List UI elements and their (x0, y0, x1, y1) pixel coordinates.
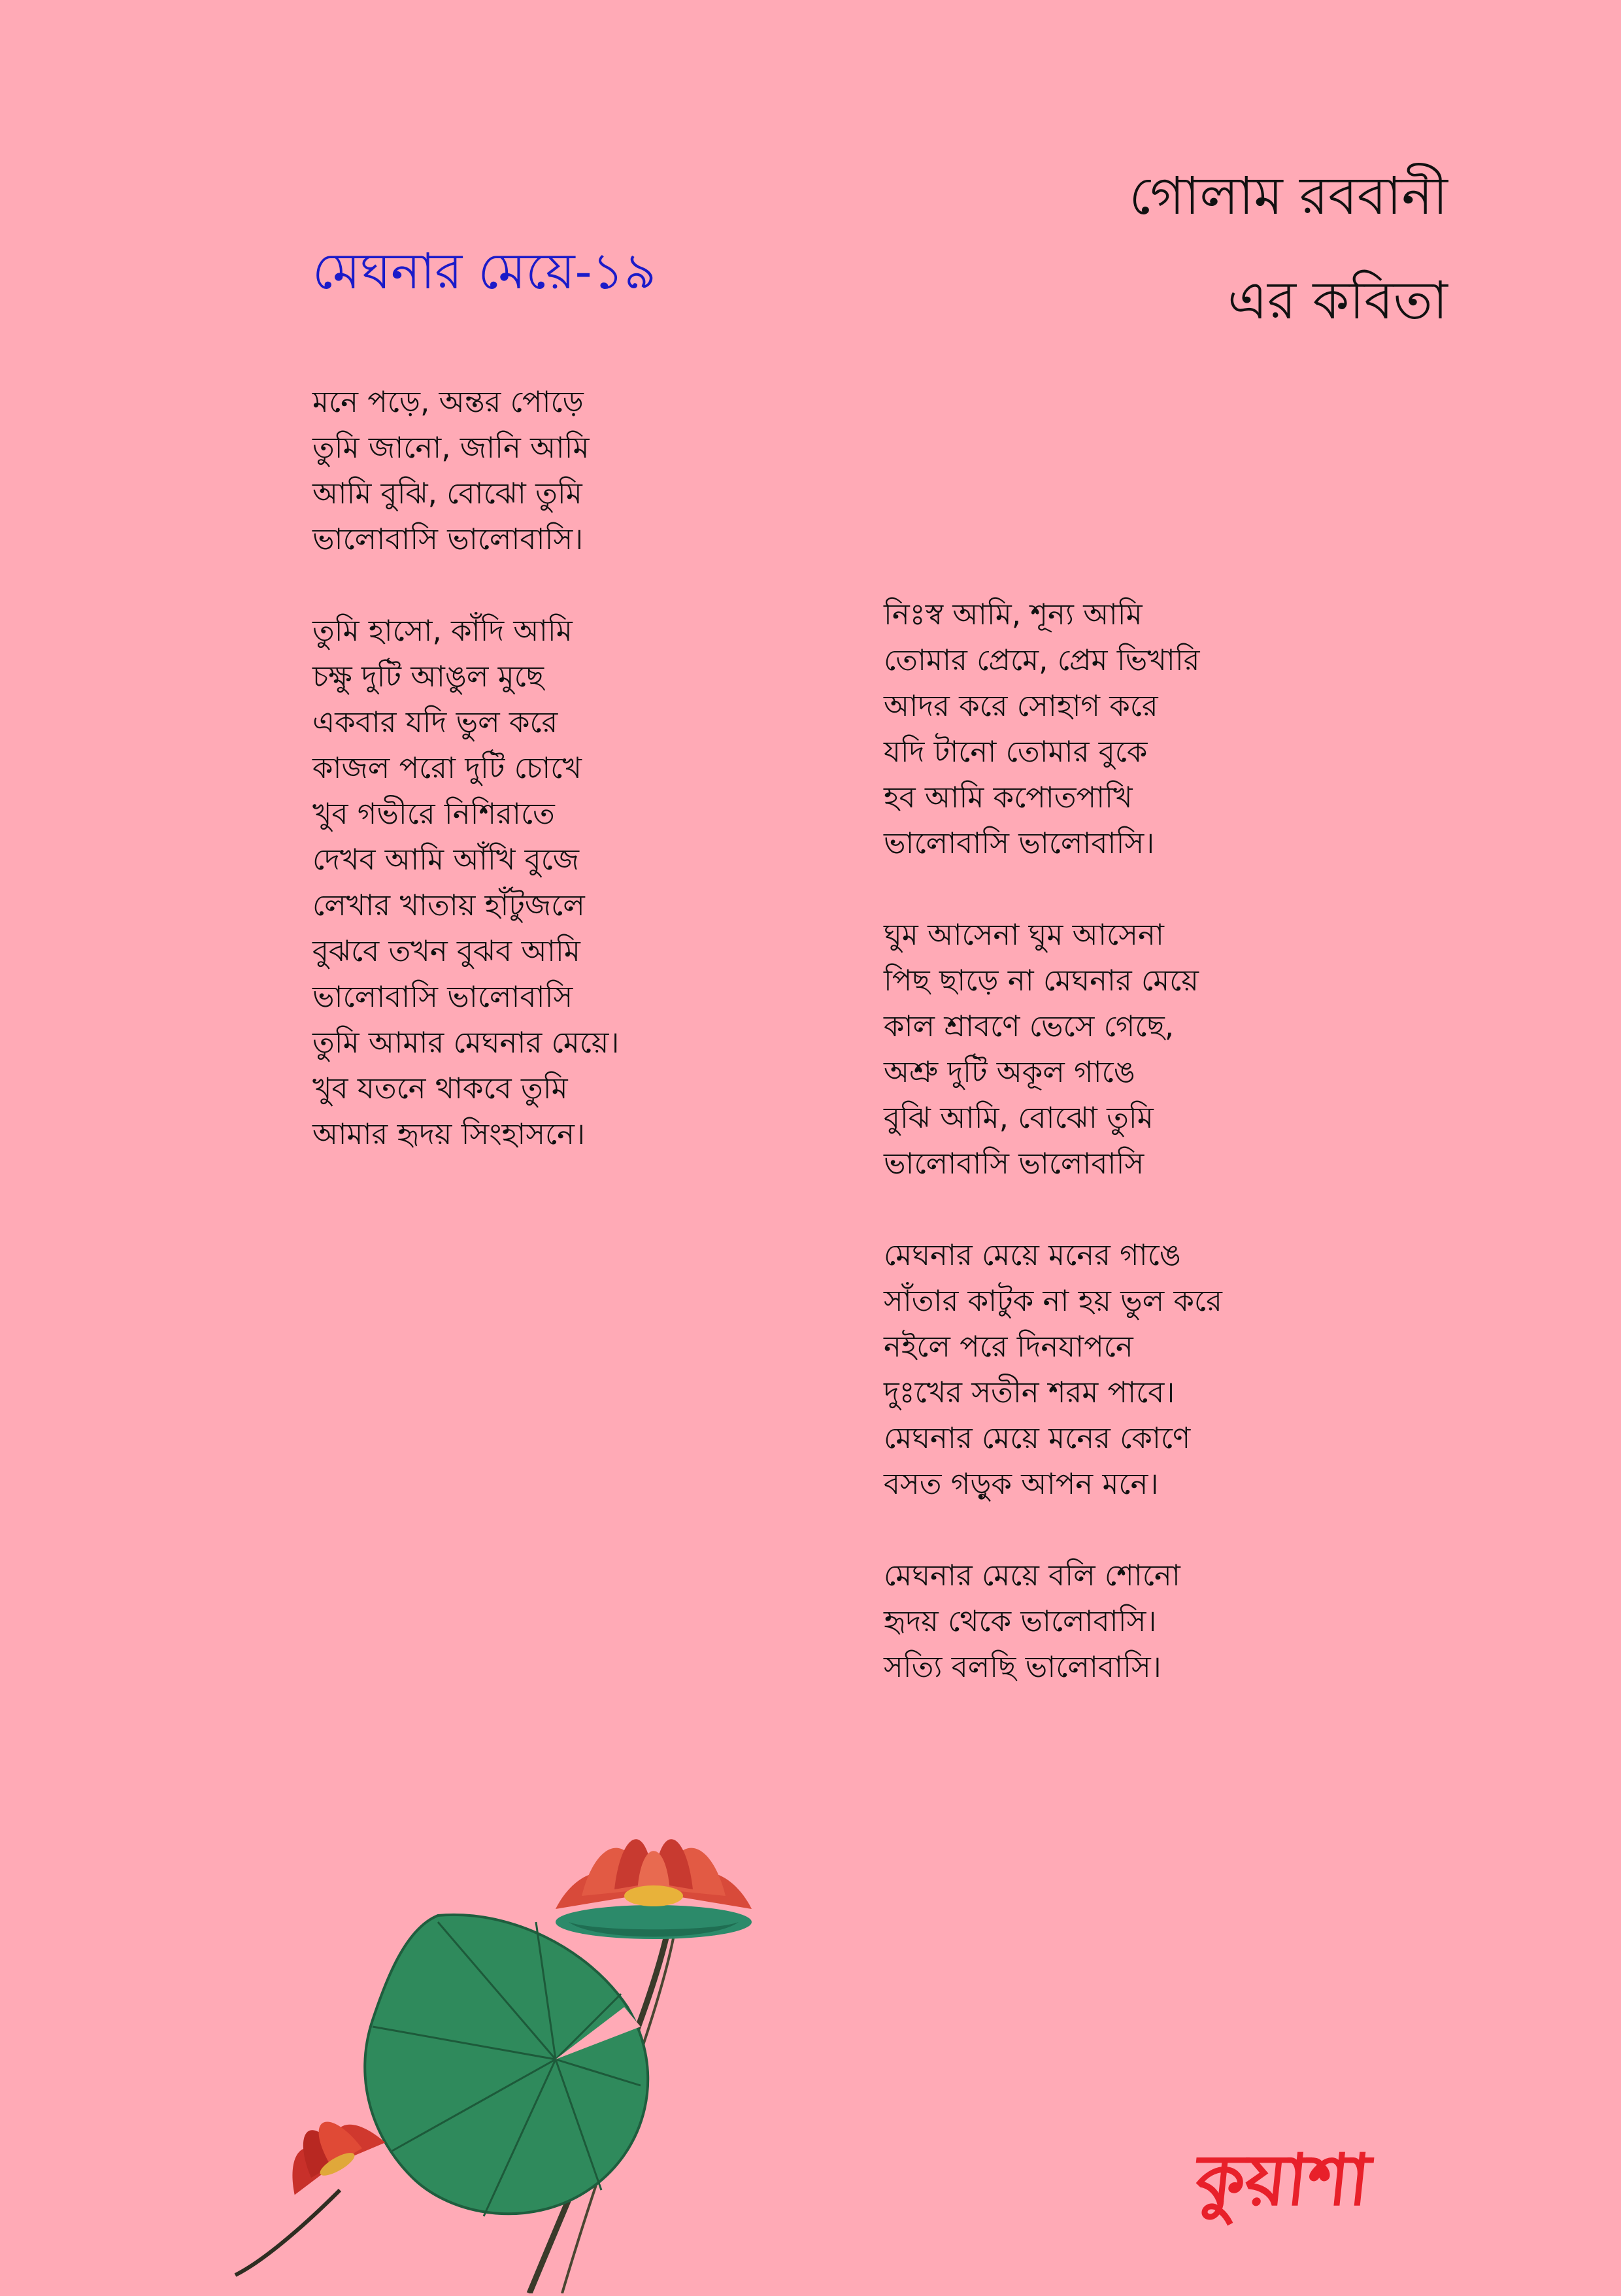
stanza (884, 1232, 1222, 1507)
poem-line: ভালোবাসি ভালোবাসি। (312, 522, 584, 556)
poem-line: ভালোবাসি ভালোবাসি। (884, 826, 1155, 860)
stanza (884, 912, 1222, 1187)
poem-line: একবার যদি ভুল করে (312, 705, 558, 739)
poem-line: মেঘনার মেয়ে মনের কোণে (884, 1421, 1191, 1455)
poem-line: মনে পড়ে, অন্তর পোড়ে (312, 384, 584, 419)
author-name: গোলাম রববানী (1129, 165, 1448, 226)
author-subtitle: এর কবিতা (1228, 270, 1448, 331)
poem-line: খুব যতনে থাকবে তুমি (312, 1071, 568, 1106)
poem-line: তুমি আমার মেঘনার মেয়ে। (312, 1025, 620, 1060)
poem-line: বুঝি আমি, বোঝো তুমি (884, 1100, 1154, 1135)
poem-line: তুমি জানো, জানি আমি (312, 430, 590, 465)
poem-line: হব আমি কপোতপাখি (884, 780, 1133, 815)
poem-right-column (884, 592, 1222, 1690)
stanza-gap (884, 1507, 1222, 1553)
poem-line: আমি বুঝি, বোঝো তুমি (312, 476, 582, 511)
water-lily-illustration (222, 1811, 811, 2293)
poem-line: হৃদয় থেকে ভালোবাসি। (884, 1604, 1157, 1638)
poem-line: যদি টানো তোমার বুকে (884, 734, 1148, 769)
poem-line: তোমার প্রেমে, প্রেম ভিখারি (884, 643, 1200, 677)
stanza (312, 608, 619, 1157)
stanza-gap (884, 1187, 1222, 1232)
poem-line: ভালোবাসি ভালোবাসি (312, 979, 573, 1014)
poem-line: বসত গড়ুক আপন মনে। (884, 1466, 1159, 1501)
stanza (884, 1553, 1222, 1690)
poem-line: তুমি হাসো, কাঁদি আমি (312, 613, 573, 648)
stanza (884, 592, 1222, 866)
poem-line: সত্যি বলছি ভালোবাসি। (884, 1649, 1161, 1684)
poem-line: চক্ষু দুটি আঙুল মুছে (312, 659, 544, 694)
poem-line: লেখার খাতায় হাঁটুজলে (312, 888, 585, 922)
poem-line: সাঁতার কাটুক না হয় ভুল করে (884, 1283, 1222, 1318)
poem-line: ভালোবাসি ভালোবাসি (884, 1146, 1145, 1181)
poem-line: দেখব আমি আঁখি বুজে (312, 842, 580, 877)
poem-line: কাজল পরো দুটি চোখে (312, 751, 582, 785)
poem-line: খুব গভীরে নিশিরাতে (312, 796, 555, 831)
stanza (312, 379, 619, 562)
poem-line: অশ্রু দুটি অকূল গাঙে (884, 1055, 1135, 1089)
poem-title: মেঘনার মেয়ে-১৯ (312, 242, 656, 300)
stanza-gap (312, 562, 619, 608)
poem-line: কাল শ্রাবণে ভেসে গেছে, (884, 1009, 1175, 1043)
poem-line: মেঘনার মেয়ে বলি শোনো (884, 1558, 1180, 1593)
poem-left-column (312, 379, 619, 1157)
poem-line: মেঘনার মেয়ে মনের গাঙে (884, 1238, 1181, 1272)
poem-line: আদর করে সোহাগ করে (884, 688, 1158, 723)
poem-line: বুঝবে তখন বুঝব আমি (312, 934, 580, 968)
poem-line: দুঃখের সতীন শরম পাবে। (884, 1375, 1175, 1410)
poem-line: ঘুম আসেনা ঘুম আসেনা (884, 917, 1164, 952)
poem-line: আমার হৃদয় সিংহাসনে। (312, 1117, 586, 1151)
brand-logo: কুয়াশা (1192, 2139, 1375, 2221)
poem-line: নিঃস্ব আমি, শূন্য আমি (884, 597, 1143, 632)
poem-line: পিছ ছাড়ে না মেঘনার মেয়ে (884, 963, 1199, 998)
stanza-gap (884, 866, 1222, 912)
poem-line: নইলে পরে দিনযাপনে (884, 1329, 1133, 1364)
author-heading (1129, 144, 1448, 353)
